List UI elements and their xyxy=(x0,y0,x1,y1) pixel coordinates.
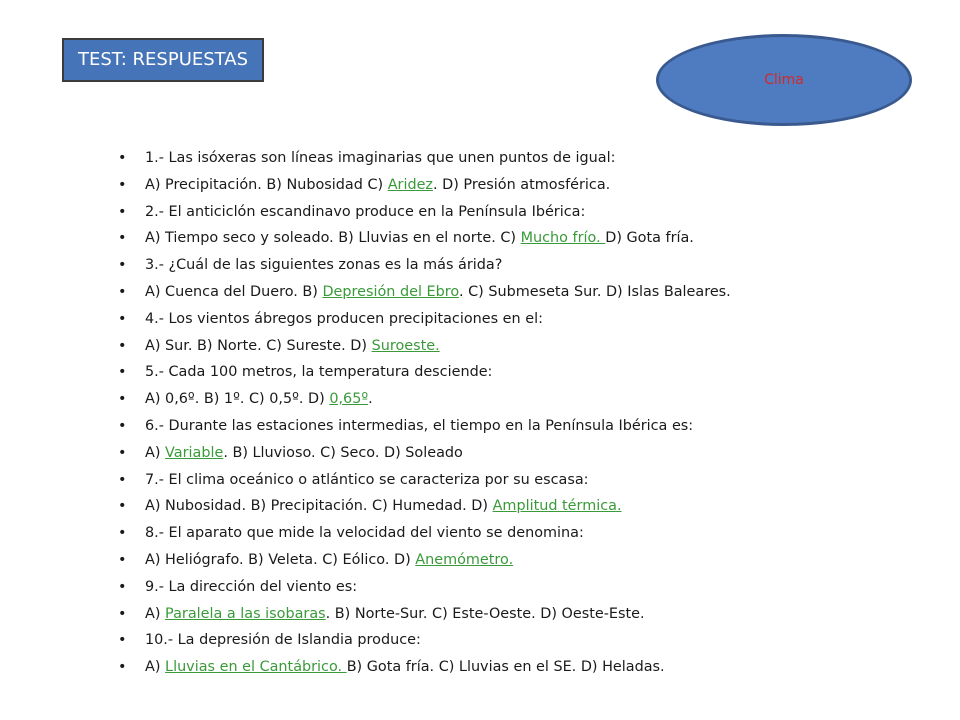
item-text: A) xyxy=(145,605,166,622)
answer-link[interactable]: Variable xyxy=(165,444,224,461)
list-item xyxy=(118,493,938,520)
page-title: TEST: RESPUESTAS xyxy=(62,38,264,82)
list-item xyxy=(118,574,938,601)
item-text-after: . C) Submeseta Sur. D) Islas Baleares. xyxy=(458,283,731,300)
answer-link[interactable]: Mucho frío. xyxy=(520,230,606,247)
list-item xyxy=(118,627,938,654)
list-item xyxy=(118,520,938,547)
item-text: A) xyxy=(145,659,166,676)
list-item xyxy=(118,252,938,279)
list-item xyxy=(118,359,938,386)
item-text: 7.- El clima oceánico o atlántico se caracteriza por su escasa: xyxy=(145,471,589,488)
list-item xyxy=(118,199,938,226)
item-text: A) Tiempo seco y soleado. B) Lluvias en el norte. C) xyxy=(145,230,521,247)
list-item xyxy=(118,333,938,360)
item-text-after: . B) Norte-Sur. C) Este-Oeste. D) Oeste-Este. xyxy=(325,605,645,622)
item-text: 6.- Durante las estaciones intermedias, el tiempo en la Península Ibérica es: xyxy=(145,417,694,434)
list-item xyxy=(118,306,938,333)
item-text: A) 0,6º. B) 1º. C) 0,5º. D) xyxy=(145,391,330,408)
topic-ellipse-shape xyxy=(656,34,912,126)
item-text: A) Precipitación. B) Nubosidad C) xyxy=(145,176,388,193)
item-text: A) Cuenca del Duero. B) xyxy=(145,283,323,300)
item-text-after: . B) Lluvioso. C) Seco. D) Soleado xyxy=(223,444,463,461)
answer-link[interactable]: Depresión del Ebro xyxy=(322,283,459,300)
answer-link[interactable]: Suroeste. xyxy=(371,337,440,354)
list-item xyxy=(118,413,938,440)
answer-link[interactable]: Amplitud térmica. xyxy=(492,498,622,515)
list-item xyxy=(118,386,938,413)
item-text: 1.- Las isóxeras son líneas imaginarias que unen puntos de igual: xyxy=(145,150,616,166)
list-item xyxy=(118,467,938,494)
item-text: A) Heliógrafo. B) Veleta. C) Eólico. D) xyxy=(145,551,416,568)
topic-label: Clima xyxy=(764,72,804,88)
item-text: A) xyxy=(145,444,166,461)
item-text: 5.- Cada 100 metros, la temperatura desciende: xyxy=(145,364,493,381)
item-text: 4.- Los vientos ábregos producen precipitaciones en el: xyxy=(145,310,543,327)
item-text: 3.- ¿Cuál de las siguientes zonas es la más árida? xyxy=(145,257,503,274)
list-item xyxy=(118,172,938,199)
item-text-after: . D) Presión atmosférica. xyxy=(433,176,611,193)
question-list xyxy=(118,145,938,681)
answer-link[interactable]: Lluvias en el Cantábrico. xyxy=(165,659,347,676)
item-text-after: D) Gota fría. xyxy=(605,230,694,247)
list-item xyxy=(118,225,938,252)
item-text-after: B) Gota fría. C) Lluvias en el SE. D) Heladas. xyxy=(346,659,665,676)
list-item xyxy=(118,547,938,574)
item-text: 8.- El aparato que mide la velocidad del viento se denomina: xyxy=(145,525,584,542)
item-text: A) Sur. B) Norte. C) Sureste. D) xyxy=(145,337,372,354)
answer-link[interactable]: 0,65º xyxy=(329,391,369,408)
answer-link[interactable]: Aridez xyxy=(387,176,433,193)
item-text-after: . xyxy=(368,391,373,408)
item-text: 10.- La depresión de Islandia produce: xyxy=(145,632,421,649)
list-item xyxy=(118,654,938,681)
answer-link[interactable]: Anemómetro. xyxy=(415,551,514,568)
list-item xyxy=(118,601,938,628)
answer-link[interactable]: Paralela a las isobaras xyxy=(165,605,326,622)
item-text: 2.- El anticiclón escandinavo produce en la Península Ibérica: xyxy=(145,203,586,220)
list-item xyxy=(118,279,938,306)
item-text: A) Nubosidad. B) Precipitación. C) Humedad. D) xyxy=(145,498,493,515)
item-text: 9.- La dirección del viento es: xyxy=(145,578,358,595)
list-item xyxy=(118,145,938,172)
list-item xyxy=(118,440,938,467)
